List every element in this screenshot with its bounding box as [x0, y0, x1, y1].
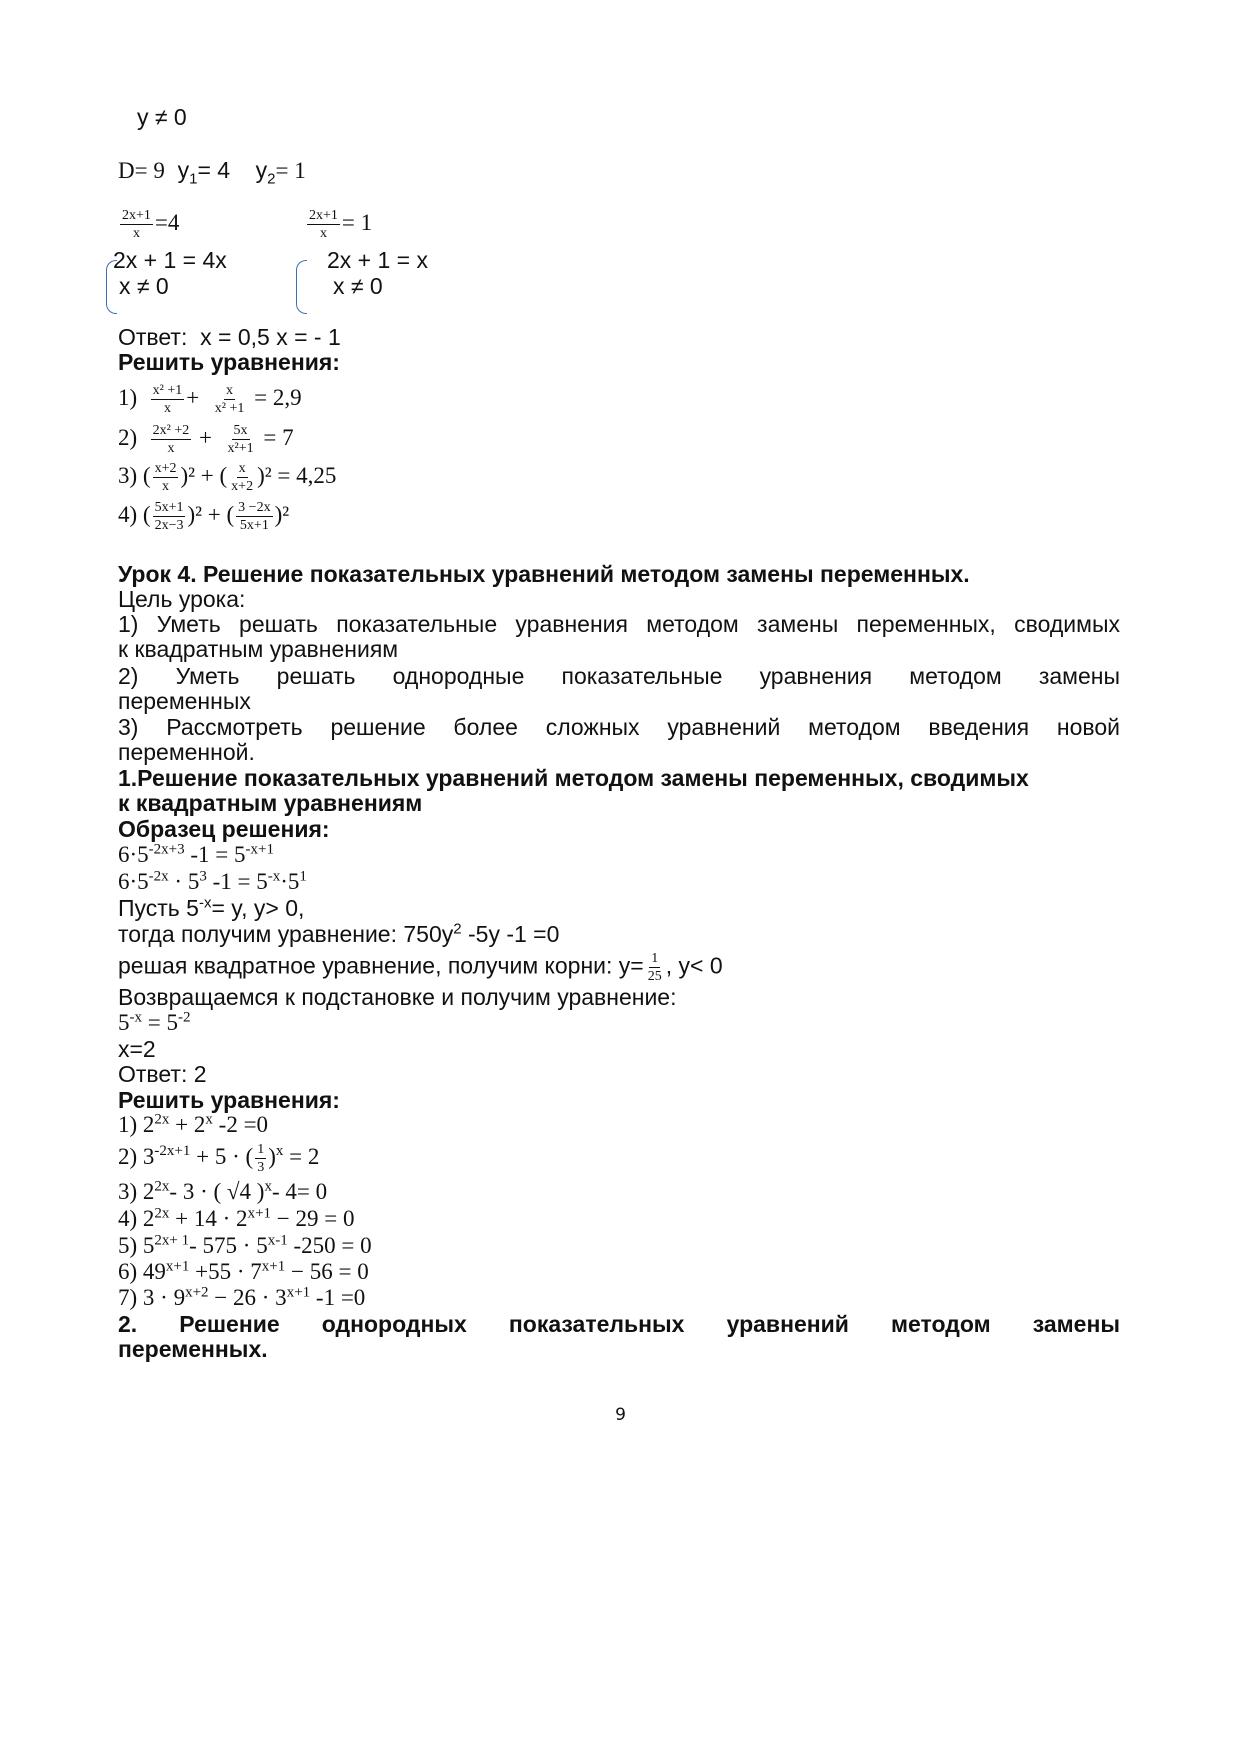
left-system-line1: 2x + 1 = 4x	[113, 247, 227, 273]
exercise-1-3: 3) ( $\frac{x+2}{x}$ )² + ( $\frac{x}{x+2}$ )² = 4,25	[118, 461, 337, 494]
section-2-title-a: 2. Решение однородных показательных уравнений методом замены	[118, 1311, 1120, 1337]
right-fraction-equation: $\frac{2x+1}{x}$ = 1	[309, 208, 373, 241]
goal-1-line-a: 1) Уметь решать показательные уравнения методом замены переменных, сводимых	[118, 611, 1120, 637]
left-system-line2: x ≠ 0	[119, 273, 169, 299]
exercise-2-1: 1) $2^{2x} + 2^x$ -2 =0	[118, 1111, 269, 1137]
quadratic-roots: решая квадратное уравнение, получим корни: y= $\frac{1}{25}$ , y< 0	[118, 951, 723, 984]
goal-2-line-b: переменных	[118, 688, 251, 714]
quadratic-equation: тогда получим уравнение: $750y^2$ -5y -1 =0	[118, 920, 560, 947]
left-fraction-equation: $\frac{2x+1}{x}$ =4	[122, 208, 180, 241]
answer-2: Ответ: 2	[118, 1061, 207, 1087]
goal-2-line-a: 2) Уметь решать однородные показательные уравнения методом замены	[118, 663, 1120, 689]
substitution-equation: $5^{-x} = 5^{-2}$	[118, 1009, 191, 1035]
exercises-heading-1: Решить уравнения:	[118, 349, 340, 375]
answer-1: Ответ: x = 0,5 x = - 1	[118, 324, 341, 350]
exercise-2-3: 3) $2^{2x}-$ 3 · ( √4 )$^x$- 4= 0	[118, 1178, 328, 1204]
return-to-substitution: Возвращаемся к подстановке и получим уравнение:	[118, 984, 677, 1010]
exercise-2-7: 7) $3 \cdot 9^{x+2} - 26 \cdot 3^{x+1}$ -1 =0	[118, 1284, 366, 1310]
right-system-line1: 2x + 1 = x	[327, 247, 429, 273]
exercise-1-1: 1) $\frac{\text{x² +1}}{x}$ + $\frac{x}{\text{x² +1}}$ = 2,9	[118, 383, 302, 416]
discriminant: D= 9	[118, 158, 165, 183]
exercise-2-5: 5) $5^{2x+ 1}-$ $575 \cdot 5^{x-1}$ -250 = 0	[118, 1232, 372, 1258]
exercise-2-6: 6) $49^{x+1} +55 \cdot 7^{x+1} - 56 = 0$	[118, 1258, 369, 1284]
exercise-1-4: 4) ( $\frac{5x+1}{2x-3}$ )² + ( $\frac{3 -2x}{5x+1}$ )²	[118, 500, 290, 533]
goal-1-line-b: к квадратным уравнениям	[118, 636, 399, 662]
y-not-zero: y ≠ 0	[137, 104, 187, 130]
sample-label: Образец решения:	[118, 816, 330, 842]
section-2-title-b: переменных.	[118, 1336, 268, 1362]
goal-label: Цель урока:	[118, 586, 246, 612]
lesson-title: Урок 4. Решение показательных уравнений методом замены переменных.	[118, 561, 970, 587]
goal-3-line-a: 3) Рассмотреть решение более сложных уравнений методом введения новой	[118, 714, 1120, 740]
sample-eq-2: $6\cdot 5^{-2x} \cdot 5^3$ $-1 = 5^{-x}\cdot 5^1$	[118, 868, 307, 894]
exercises-heading-2: Решить уравнения:	[118, 1087, 340, 1113]
exercise-2-2: 2) $3^{-2x+1} + 5$ · ( $\frac{1}{3}$ )$^x$ = 2	[118, 1142, 320, 1175]
right-system-line2: x ≠ 0	[333, 273, 383, 299]
section-1-title-b: к квадратным уравнениям	[118, 790, 423, 816]
x-result: x=2	[118, 1036, 156, 1062]
sample-eq-1: $6\cdot 5^{-2x+3}$ $-1 = 5^{-x+1}$	[118, 841, 274, 867]
substitution-let: Пусть $5^{-x}= y$, y> 0,	[118, 894, 305, 921]
discriminant-line: D= 9 $y_1= 4$ $y_2= 1$	[118, 157, 306, 188]
right-system-brace	[296, 260, 307, 314]
page-number: 9	[615, 1405, 626, 1425]
section-1-title-a: 1.Решение показательных уравнений методом замены переменных, сводимых	[118, 765, 1029, 791]
goal-3-line-b: переменной.	[118, 739, 255, 765]
exercise-1-2: 2) $\frac{\text{2x² +2}}{x}$ + $\frac{5x}{\text{x²+1}}$ = 7	[118, 423, 294, 456]
exercise-2-4: 4) $2^{2x} + 14 \cdot 2^{x+1} - 29 = 0$	[118, 1205, 355, 1231]
